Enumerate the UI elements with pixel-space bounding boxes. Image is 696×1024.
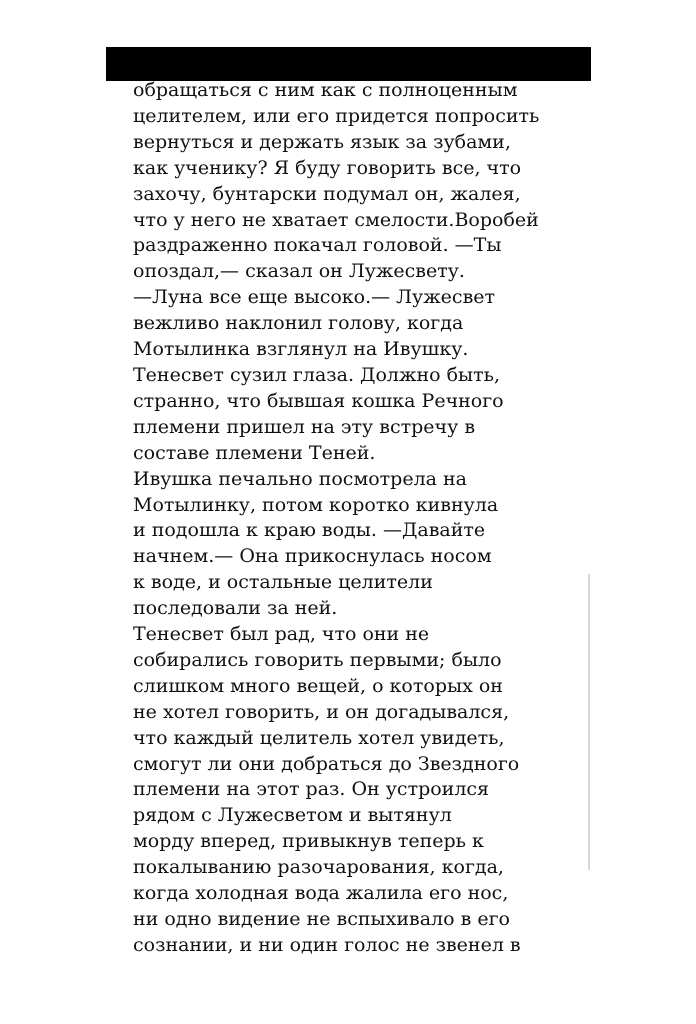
text-line: Тенесвет был рад, что они не [133,623,430,646]
text-line: странно, что бывшая кошка Речного [133,389,504,412]
text-line: сознании, и ни один голос не звенел в [133,933,521,956]
text-line: начнем.— Она прикоснулась носом [133,545,492,568]
redaction-bar [106,47,591,81]
text-line: племени пришел на эту встречу в [133,415,476,438]
text-line: собирались говорить первыми; было [133,648,502,671]
text-line: когда холодная вода жалила его нос, [133,882,509,905]
text-line: что каждый целитель хотел увидеть, [133,726,505,749]
text-line: Мотылинку, потом коротко кивнула [133,493,499,516]
text-line: опоздал,— сказал он Лужесвету. [133,260,465,283]
text-line: смогут ли они добраться до Звездного [133,752,520,775]
text-line: племени на этот раз. Он устроился [133,778,490,801]
text-line: ни одно видение не вспыхивало в его [133,908,510,930]
text-line: Мотылинка взглянул на Ивушку. [133,338,469,361]
text-line: обращаться с ним как с полноценным [133,79,518,101]
text-line: рядом с Лужесветом и вытянул [133,804,452,827]
text-line: составе племени Теней. [133,441,376,464]
text-line: покалыванию разочарования, когда, [133,856,504,879]
text-line: и подошла к краю воды. —Давайте [133,519,486,542]
text-line: что у него не хватает смелости.Воробей [133,208,539,231]
text-line: не хотел говорить, и он догадывался, [133,700,510,723]
text-line: раздраженно покачал головой. —Ты [133,234,502,257]
text-line: слишком много вещей, о которых он [133,674,503,697]
scroll-indicator[interactable] [588,574,590,870]
text-line: целителем, или его придется попросить [133,104,540,127]
text-line: Ивушка печально посмотрела на [133,467,468,490]
text-line: —Луна все еще высоко.— Лужесвет [133,286,496,309]
page-text [133,78,573,959]
text-line: захочу, бунтарски подумал он, жалея, [133,182,521,205]
text-line: вежливо наклонил голову, когда [133,312,464,335]
text-line: морду вперед, привыкнув теперь к [133,830,484,853]
text-line: к воде, и остальные целители [133,571,433,594]
text-line: как ученику? Я буду говорить все, что [133,156,522,179]
text-line: последовали за ней. [133,597,338,620]
text-line: вернуться и держать язык за зубами, [133,130,511,153]
text-line: Тенесвет сузил глаза. Должно быть, [133,363,501,386]
